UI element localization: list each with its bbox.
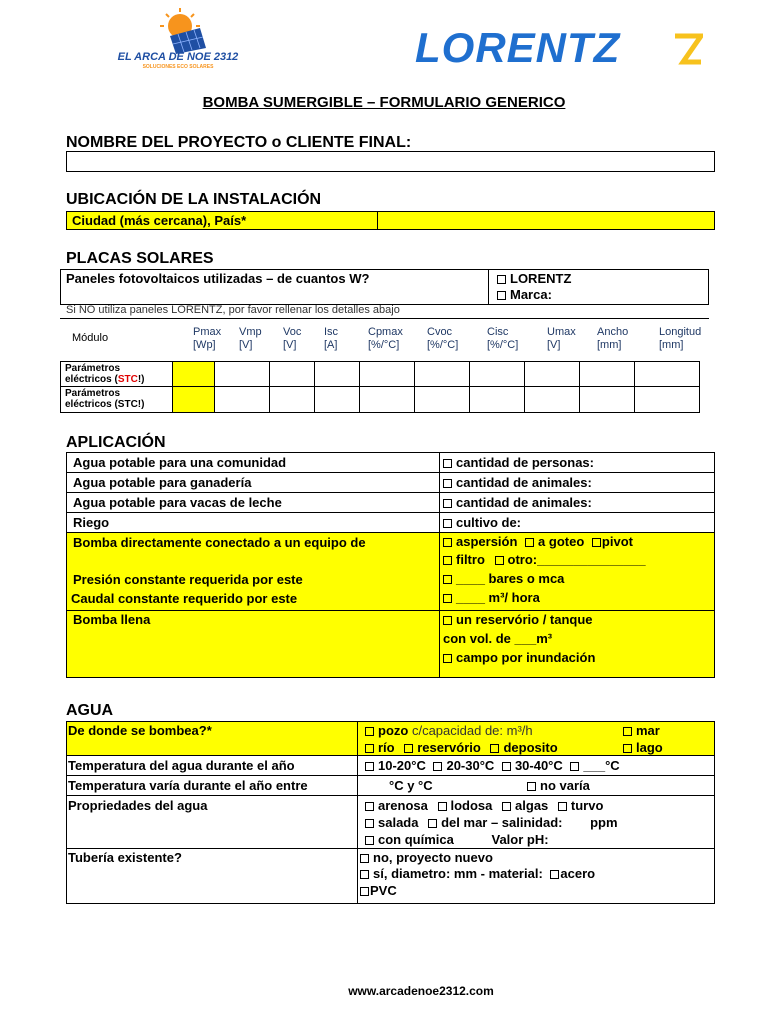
arca-logo-subtext: SOLUCIONES ECO SOLARES bbox=[142, 64, 214, 70]
project-name-field[interactable] bbox=[66, 151, 715, 172]
app-option-persons[interactable]: cantidad de personas: bbox=[443, 455, 594, 470]
option-m3hora[interactable]: ____ m³/ hora bbox=[443, 590, 540, 605]
water-table bbox=[66, 721, 715, 904]
row2-label: Parámetros eléctricos (STC!) bbox=[65, 388, 145, 410]
option-temp-10-20[interactable]: 10-20°C bbox=[365, 758, 426, 773]
header-vmp: Vmp [V] bbox=[239, 326, 262, 351]
irrigation-options-1 bbox=[443, 534, 633, 549]
app-row-irrigation: Riego bbox=[73, 515, 110, 530]
option-rio[interactable]: río bbox=[365, 740, 395, 755]
option-del-mar[interactable]: del mar – salinidad: bbox=[428, 815, 562, 830]
option-temp-20-30[interactable]: 20-30°C bbox=[433, 758, 494, 773]
pipe-label: Tubería existente? bbox=[68, 850, 182, 865]
water-source-label: De donde se bombea?* bbox=[68, 723, 212, 738]
water-var-label: Temperatura varía durante el año entre bbox=[68, 778, 308, 793]
app-pressure-label: Presión constante requerida por este bbox=[73, 572, 303, 587]
option-temp-other[interactable]: ___°C bbox=[570, 758, 619, 773]
arca-logo-text: EL ARCA DE NOE 2312 bbox=[117, 51, 239, 63]
pipe-row-si bbox=[360, 866, 595, 881]
reservoir-volume[interactable]: con vol. de ___m³ bbox=[443, 631, 553, 646]
project-heading: NOMBRE DEL PROYECTO o CLIENTE FINAL: bbox=[66, 134, 412, 151]
option-arenosa[interactable]: arenosa bbox=[365, 798, 428, 813]
solar-note: Si NO utiliza paneles LORENTZ, por favor rellenar los detalles abajo bbox=[66, 304, 400, 316]
lorentz-logo-text: LORENTZ bbox=[415, 24, 621, 71]
option-pivot[interactable]: pivot bbox=[592, 534, 633, 549]
water-var-range[interactable]: °C y °C bbox=[389, 778, 433, 793]
header-isc: Isc [A] bbox=[324, 326, 339, 351]
option-pipe-no[interactable]: no, proyecto nuevo bbox=[360, 850, 493, 865]
solar-params-table bbox=[60, 361, 700, 413]
option-flood-field[interactable]: campo por inundación bbox=[443, 650, 595, 665]
app-option-animals[interactable]: cantidad de animales: bbox=[443, 475, 592, 490]
app-full-label: Bomba llena bbox=[73, 612, 151, 627]
solar-table-header bbox=[0, 326, 768, 356]
water-prop-row2 bbox=[365, 815, 618, 830]
option-salada[interactable]: salada bbox=[365, 815, 418, 830]
option-lorentz[interactable]: LORENTZ bbox=[497, 271, 571, 286]
app-option-crop[interactable]: cultivo de: bbox=[443, 515, 521, 530]
option-quimica[interactable]: con química bbox=[365, 832, 454, 847]
header-umax: Umax [V] bbox=[547, 326, 576, 351]
header-modulo: Módulo bbox=[72, 332, 109, 344]
option-otro[interactable]: otro:_______________ bbox=[495, 552, 646, 567]
irrigation-options-2 bbox=[443, 552, 646, 567]
lorentz-sun-icon bbox=[673, 32, 703, 66]
app-flow-label: Caudal constante requerido por este bbox=[71, 591, 298, 606]
ppm-label: ppm bbox=[590, 815, 618, 830]
option-acero[interactable]: acero bbox=[550, 866, 595, 881]
lorentz-logo bbox=[415, 24, 705, 72]
form-title: BOMBA SUMERGIBLE – FORMULARIO GENERICO bbox=[202, 94, 566, 111]
app-row-dairy: Agua potable para vacas de leche bbox=[73, 495, 282, 510]
app-row-livestock: Agua potable para ganadería bbox=[73, 475, 252, 490]
water-temp-options bbox=[365, 758, 620, 773]
option-temp-30-40[interactable]: 30-40°C bbox=[502, 758, 563, 773]
header-pmax: Pmax [Wp] bbox=[193, 326, 222, 351]
checkbox-icon bbox=[497, 291, 506, 300]
checkbox-icon bbox=[497, 275, 506, 284]
solar-question-box bbox=[60, 269, 709, 305]
header-cisc: Cisc [%/°C] bbox=[487, 326, 519, 351]
water-temp-label: Temperatura del agua durante el año bbox=[68, 758, 295, 773]
option-marca[interactable]: Marca: bbox=[497, 287, 552, 302]
option-bares[interactable]: ____ bares o mca bbox=[443, 571, 564, 586]
option-deposito[interactable]: deposito bbox=[490, 740, 557, 755]
option-algas[interactable]: algas bbox=[502, 798, 548, 813]
location-row bbox=[66, 211, 715, 230]
option-pipe-si[interactable]: sí, diametro: mm - material: bbox=[360, 866, 543, 881]
option-lago[interactable]: lago bbox=[623, 740, 663, 755]
header-ancho: Ancho [mm] bbox=[597, 326, 629, 351]
option-reservoir[interactable]: un reservório / tanque bbox=[443, 612, 593, 627]
app-option-animals-dairy[interactable]: cantidad de animales: bbox=[443, 495, 592, 510]
location-label: Ciudad (más cercana), País* bbox=[72, 213, 247, 228]
arca-logo bbox=[108, 6, 248, 70]
app-row-community: Agua potable para una comunidad bbox=[73, 455, 287, 470]
header-cpmax: Cpmax [%/°C] bbox=[368, 326, 403, 351]
option-turvo[interactable]: turvo bbox=[558, 798, 604, 813]
application-table bbox=[66, 452, 715, 678]
solar-heading: PLACAS SOLARES bbox=[66, 250, 214, 267]
location-field[interactable] bbox=[378, 212, 714, 229]
water-prop-label: Propriedades del agua bbox=[68, 798, 208, 813]
option-pvc[interactable]: PVC bbox=[360, 883, 397, 898]
header-cvoc: Cvoc [%/°C] bbox=[427, 326, 459, 351]
row1-label: Parámetros eléctricos (STC!) bbox=[65, 363, 145, 385]
app-direct-label: Bomba directamente conectado a un equipo de bbox=[73, 535, 366, 550]
header-voc: Voc [V] bbox=[283, 326, 302, 351]
option-lodosa[interactable]: lodosa bbox=[438, 798, 493, 813]
water-source-row2 bbox=[365, 740, 710, 755]
water-source-row1: pozo c/capacidad de: m³/h mar bbox=[365, 723, 710, 738]
water-prop-row3 bbox=[365, 832, 549, 847]
option-goteo[interactable]: a goteo bbox=[525, 534, 584, 549]
option-mar[interactable]: mar bbox=[623, 723, 660, 738]
water-heading: AGUA bbox=[66, 702, 114, 719]
footer-website[interactable]: www.arcadenoe2312.com bbox=[348, 984, 494, 998]
option-no-varia[interactable]: no varía bbox=[527, 778, 590, 793]
option-aspersion[interactable]: aspersión bbox=[443, 534, 517, 549]
solar-question: Paneles fotovoltaicos utilizadas – de cuantos W? bbox=[66, 271, 370, 286]
option-reservorio[interactable]: reservório bbox=[404, 740, 481, 755]
water-prop-row1 bbox=[365, 798, 603, 813]
option-pozo[interactable]: pozo bbox=[365, 723, 408, 738]
option-filtro[interactable]: filtro bbox=[443, 552, 485, 567]
header-longitud: Longitud [mm] bbox=[659, 326, 702, 351]
sun-panel-icon bbox=[108, 6, 248, 56]
location-heading: UBICACIÓN DE LA INSTALACIÓN bbox=[66, 191, 322, 208]
ph-label: Valor pH: bbox=[491, 832, 549, 847]
application-heading: APLICACIÓN bbox=[66, 434, 166, 451]
